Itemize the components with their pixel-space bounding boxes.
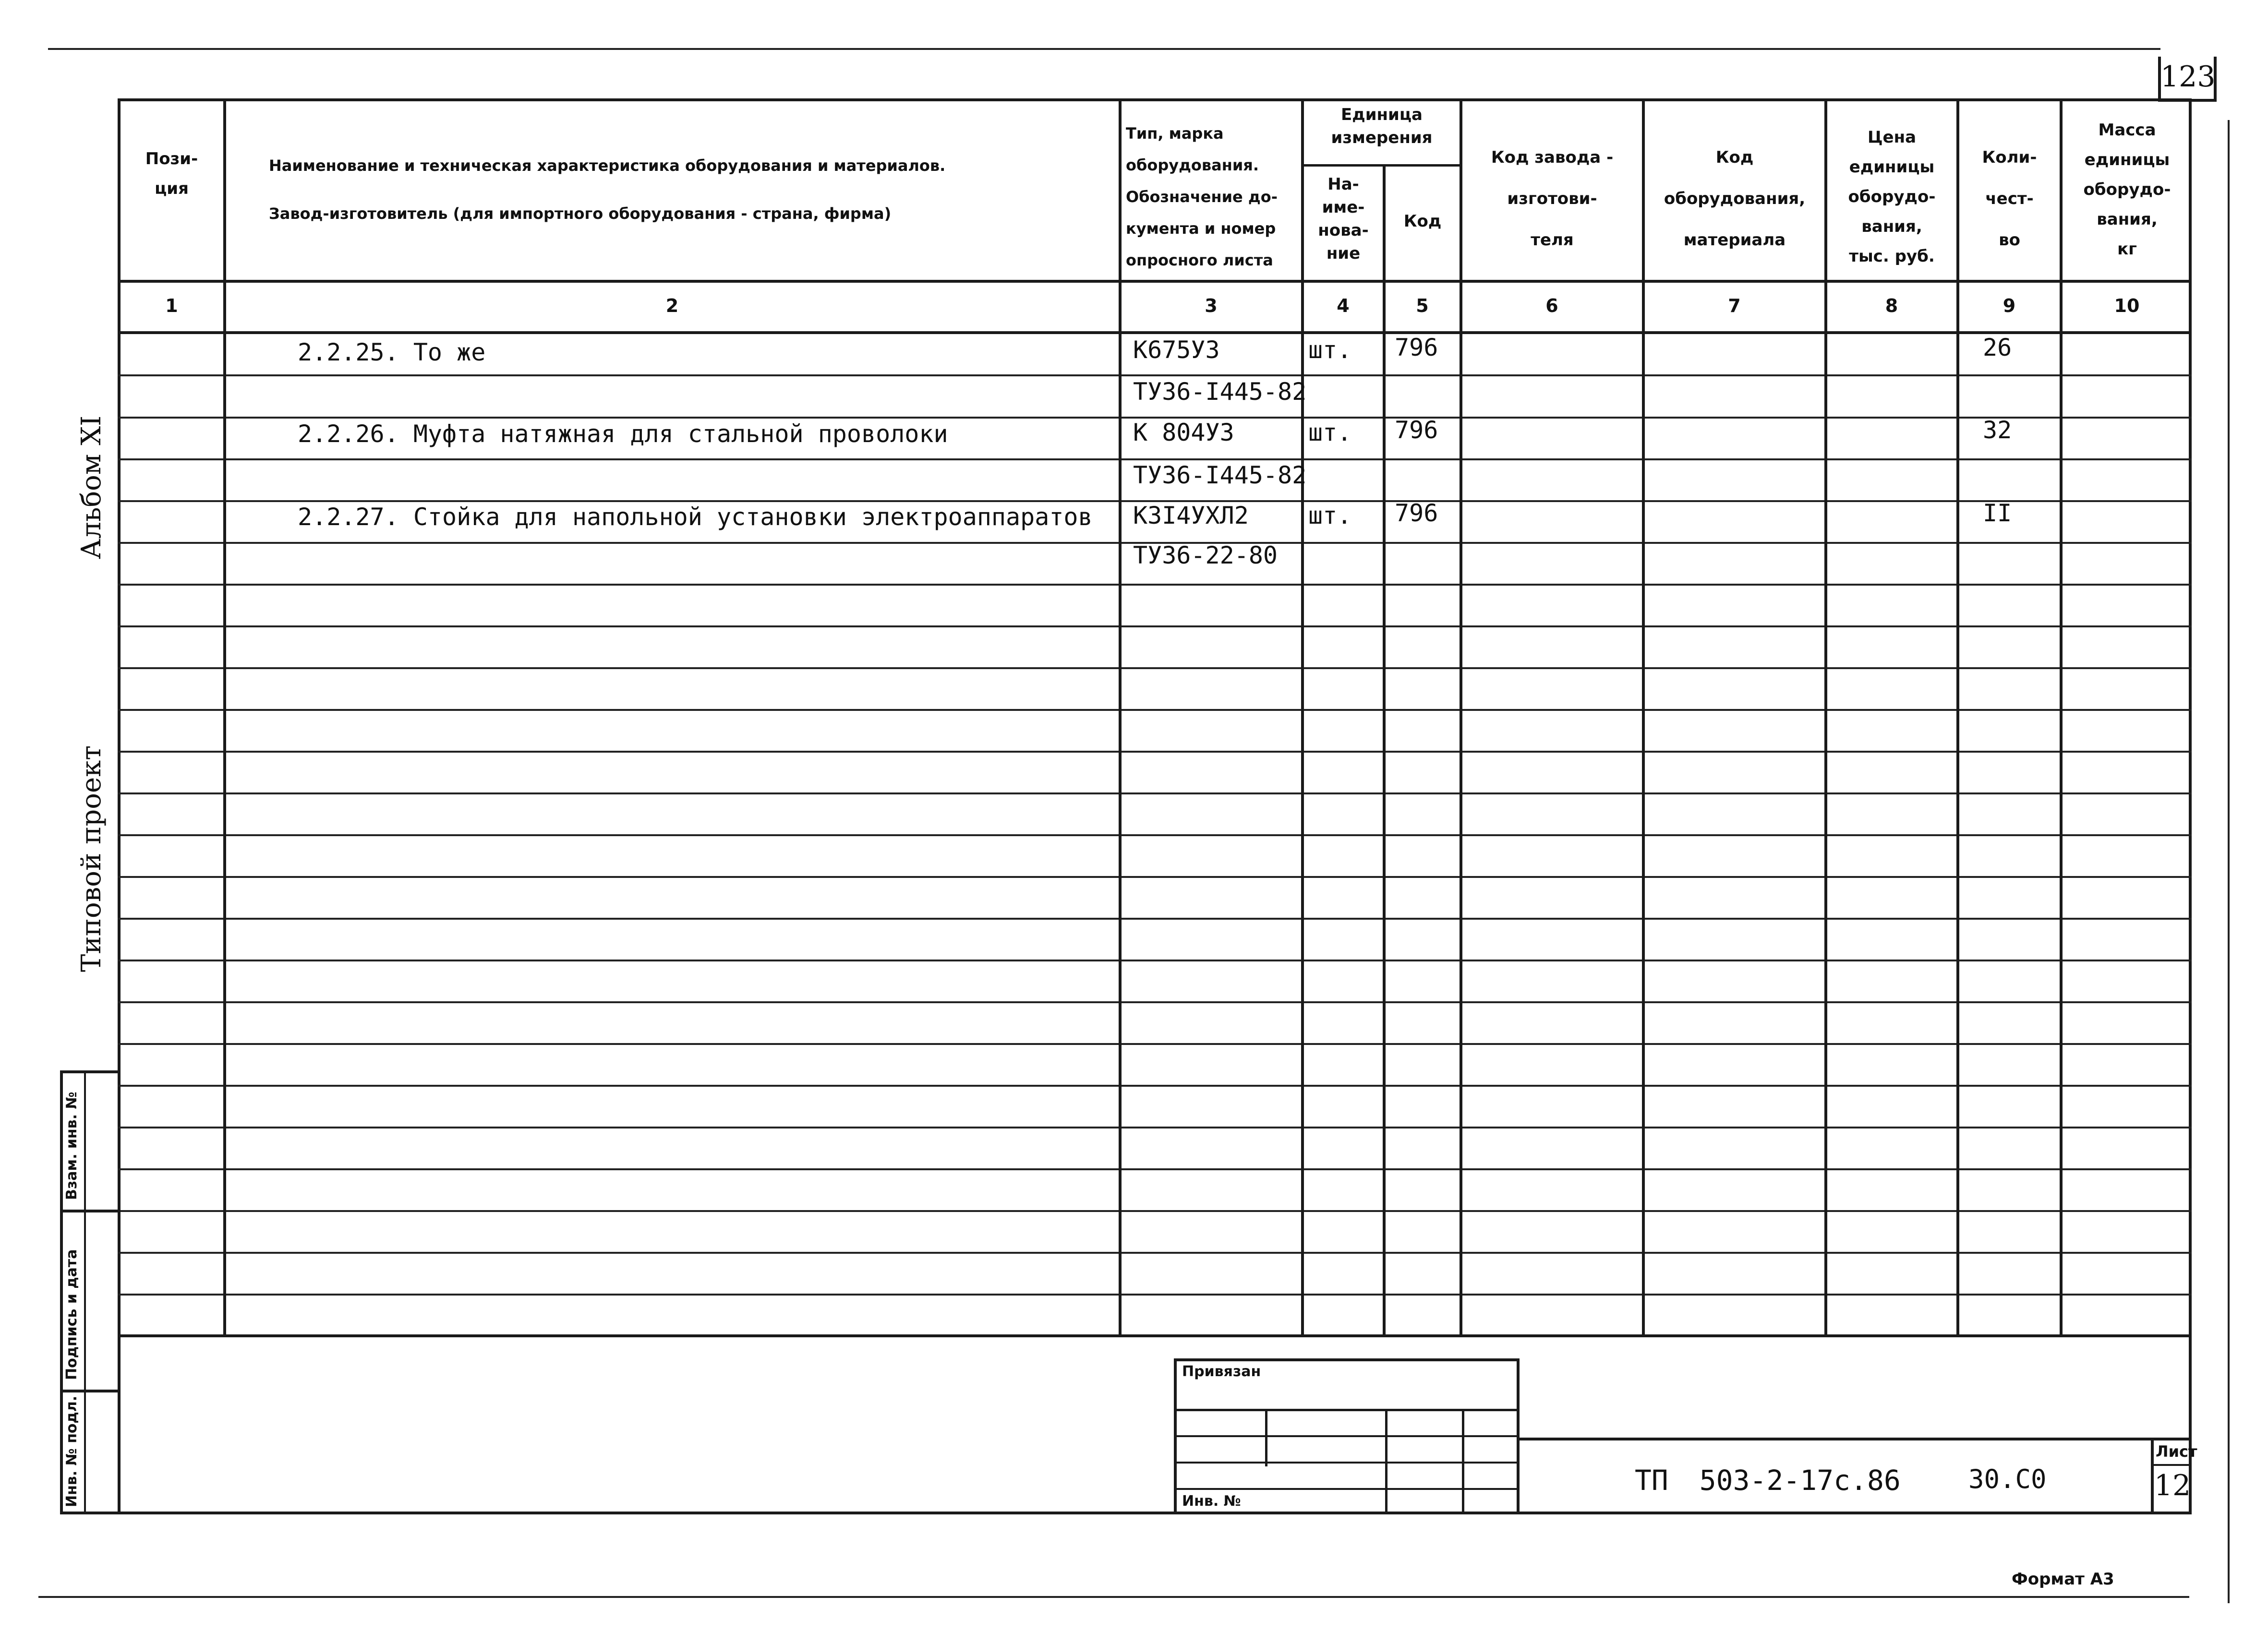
- row-type: ТУ36-I445-82: [1133, 461, 1307, 489]
- row-type: ТУ36-22-80: [1133, 541, 1278, 569]
- row-code: 796: [1395, 334, 1438, 361]
- designation-top-line: [1520, 1438, 2192, 1440]
- row-qty: 32: [1983, 416, 2012, 444]
- row-line: [118, 374, 2192, 376]
- row-type: К675У3: [1133, 336, 1220, 364]
- row-line: [118, 834, 2192, 836]
- row-type: ТУ36-I445-82: [1133, 378, 1307, 406]
- album-label: Альбом XI: [76, 415, 107, 559]
- row-name: 2.2.26. Муфта натяжная для стальной проволоки: [298, 420, 948, 448]
- right-edge-line: [2228, 120, 2230, 1603]
- row-line: [118, 1127, 2192, 1128]
- side-strip-line: [60, 1210, 121, 1212]
- row-line: [118, 1252, 2192, 1254]
- col-num: 3: [1205, 295, 1218, 316]
- row-line: [118, 458, 2192, 460]
- col-line: [1956, 98, 1959, 1337]
- side-strip-line: [60, 1390, 121, 1392]
- col-line: [1383, 166, 1386, 1337]
- row-line: [118, 667, 2192, 669]
- col-line: [1119, 98, 1122, 1337]
- side-strip-line: [60, 1070, 63, 1514]
- row-line: [118, 1001, 2192, 1003]
- stamp-line: [1174, 1435, 1520, 1437]
- row-line: [118, 876, 2192, 878]
- row-type: К3I4УХЛ2: [1133, 502, 1249, 529]
- header-c1: Пози- ция: [145, 149, 198, 198]
- stamp-line: [1174, 1488, 1520, 1490]
- header-c7: Код оборудования, материала: [1664, 148, 1806, 250]
- col-num: 9: [2003, 295, 2016, 316]
- designation: ТП 503-2-17с.86: [1635, 1464, 1901, 1497]
- header-c4: На- имe- нова- ние: [1318, 175, 1369, 263]
- col-num: 5: [1416, 295, 1429, 316]
- row-line: [118, 751, 2192, 753]
- stamp-line: [1462, 1409, 1464, 1514]
- header-c10: Масса единицы оборудо- вания, кг: [2083, 120, 2171, 259]
- row-unit: шт.: [1308, 419, 1352, 446]
- row-code: 796: [1395, 416, 1438, 444]
- vz-inv-label: Взам. инв. №: [63, 1092, 80, 1200]
- inv-no-label: Инв. №: [1182, 1493, 1241, 1510]
- header-c5: Код: [1403, 212, 1442, 231]
- row-qty: II: [1983, 499, 2012, 527]
- row-line: [118, 792, 2192, 794]
- col-num: 1: [165, 295, 178, 316]
- row-name: 2.2.27. Стойка для напольной установки электроаппаратов: [298, 503, 1093, 531]
- top-rule: [48, 48, 2160, 50]
- header-c2: Наименование и техническая характеристика оборудования и материалов. Завод-изготовитель (для импортного оборудования - страна, фирма): [269, 156, 946, 223]
- col-line: [1301, 98, 1304, 1337]
- header-c45: Единица измерения: [1331, 105, 1433, 147]
- row-line: [118, 1294, 2192, 1296]
- doc-code: 30.С0: [1968, 1464, 2047, 1494]
- row-line: [118, 1043, 2192, 1045]
- header-c9: Коли- чест- во: [1982, 148, 2037, 250]
- row-line: [118, 918, 2192, 920]
- side-strip-line: [60, 1070, 121, 1073]
- row-line: [118, 709, 2192, 711]
- bottom-rule: [38, 1596, 2189, 1598]
- row-line: [118, 625, 2192, 627]
- col-num: 7: [1728, 295, 1741, 316]
- list-label: Лист: [2156, 1442, 2197, 1461]
- row-line: [118, 1085, 2192, 1087]
- row-unit: шт.: [1308, 336, 1352, 364]
- header-bottom-line: [118, 280, 2192, 283]
- row-unit: шт.: [1308, 502, 1352, 529]
- col-num: 6: [1545, 295, 1558, 316]
- col-line: [1460, 98, 1462, 1337]
- list-number: 12: [2154, 1469, 2191, 1502]
- side-strip-line: [60, 1512, 121, 1514]
- col-line: [223, 98, 226, 1337]
- col-line: [2060, 98, 2063, 1337]
- format-label: Формат А3: [2012, 1570, 2114, 1589]
- row-line: [118, 960, 2192, 961]
- project-label: Типовой проект: [76, 745, 107, 972]
- stamp-line: [1174, 1409, 1520, 1411]
- page-number: 123: [2160, 60, 2216, 94]
- row-name: 2.2.25. То же: [298, 338, 486, 366]
- stamp-line: [1174, 1462, 1520, 1464]
- col-number-line: [118, 331, 2192, 334]
- row-qty: 26: [1983, 334, 2012, 361]
- privyazan-label: Привязан: [1182, 1363, 1261, 1380]
- header-c6: Код завода - изготови- теля: [1491, 148, 1614, 250]
- col-num: 10: [2114, 295, 2140, 316]
- col-num: 8: [1885, 295, 1898, 316]
- stamp-line: [1385, 1409, 1387, 1514]
- col-line: [1642, 98, 1645, 1337]
- col-line: [1824, 98, 1827, 1337]
- header-c8: Цена единицы оборудо- вания, тыс. руб.: [1848, 128, 1936, 266]
- row-code: 796: [1395, 499, 1438, 527]
- row-line: [118, 584, 2192, 586]
- side-strip-line: [84, 1070, 86, 1514]
- row-line: [118, 1210, 2192, 1212]
- header-c3: Тип, марка оборудования. Обозначение до- кумента и номер опросного листа: [1126, 124, 1278, 269]
- table-bottom-line: [118, 1334, 2192, 1337]
- col-num: 4: [1337, 295, 1350, 316]
- row-line: [118, 1168, 2192, 1170]
- unit-group-line: [1301, 164, 1462, 167]
- stamp-line: [1265, 1409, 1267, 1466]
- list-box-line: [2151, 1464, 2192, 1466]
- sign-date-label: Подпись и дата: [63, 1249, 80, 1380]
- col-num: 2: [665, 295, 679, 316]
- row-type: К 804У3: [1133, 419, 1234, 446]
- inv-podl-label: Инв. № подл.: [63, 1395, 80, 1507]
